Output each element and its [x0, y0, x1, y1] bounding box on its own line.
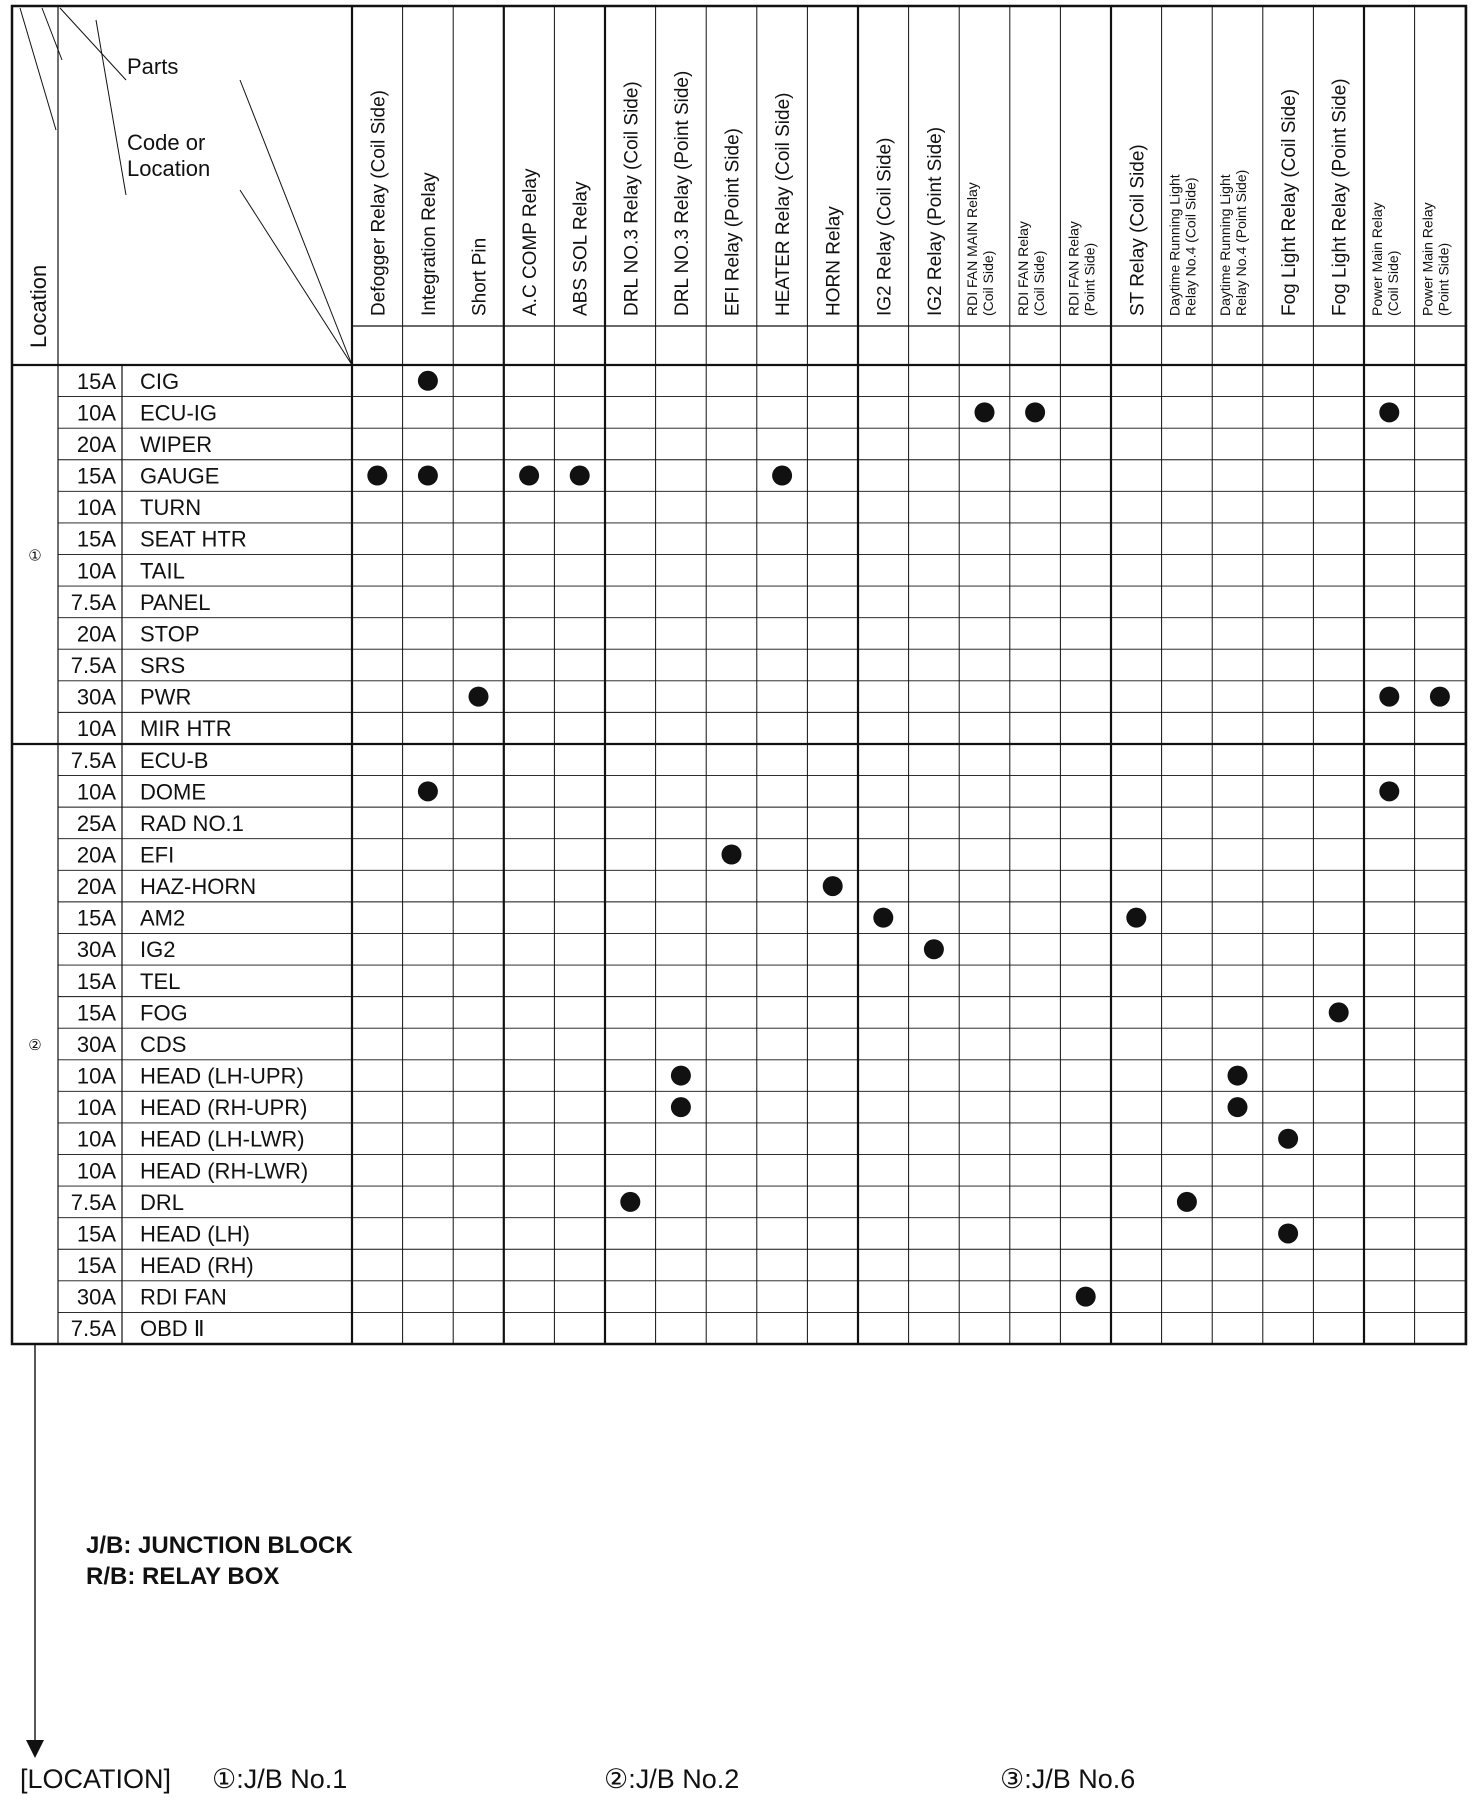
column-header-label: HORN Relay — [823, 206, 845, 316]
fuse-amperage: 15A — [76, 368, 116, 394]
fuse-amperage: 10A — [76, 400, 116, 426]
fuse-amperage: 10A — [76, 716, 116, 742]
connection-dot — [1228, 1097, 1248, 1117]
corner-diagonal — [20, 8, 56, 130]
location-key-1: ①:J/B No.1 — [212, 1764, 348, 1794]
column-header-label: Fog Light Relay (Point Side) — [1329, 78, 1351, 316]
fuse-name: HEAD (RH-LWR) — [140, 1158, 309, 1184]
connection-dot — [924, 939, 944, 959]
fuse-amperage: 20A — [76, 431, 116, 457]
corner-diagonal — [96, 20, 126, 195]
fuse-amperage: 30A — [76, 937, 116, 963]
fuse-name: TAIL — [140, 558, 185, 584]
fuse-name: ECU-IG — [140, 400, 217, 426]
column-header-label: (Coil Side) — [1030, 250, 1047, 316]
group-location-mark: ① — [28, 547, 42, 565]
column-header-label: Fog Light Relay (Coil Side) — [1279, 88, 1301, 316]
parts-label: Parts — [127, 54, 179, 79]
column-header-label: (Point Side) — [1081, 242, 1098, 316]
fuse-name: TURN — [140, 495, 202, 521]
connection-dot — [1177, 1192, 1197, 1212]
connection-dot — [975, 402, 995, 422]
connection-dot — [1278, 1223, 1298, 1243]
code-label-line2: Location — [127, 156, 211, 181]
location-key-2: ②:J/B No.2 — [604, 1764, 740, 1794]
fuse-name: WIPER — [140, 431, 213, 457]
fuse-name: IG2 — [140, 937, 176, 963]
fuse-amperage: 10A — [76, 495, 116, 521]
location-header-label: Location — [26, 264, 51, 348]
group-location-mark: ② — [28, 1036, 42, 1054]
fuse-amperage: 30A — [76, 1031, 116, 1057]
column-header-label: EFI Relay (Point Side) — [722, 128, 744, 316]
fuse-name: ECU-B — [140, 747, 209, 773]
column-header-label: Daytime Running Light — [1166, 174, 1183, 316]
fuse-name: RAD NO.1 — [140, 810, 244, 836]
column-header-label: RDI FAN Relay — [1065, 221, 1082, 316]
column-header-label: Integration Relay — [418, 172, 440, 316]
column-header-label: DRL NO.3 Relay (Point Side) — [671, 70, 693, 316]
fuse-amperage: 30A — [76, 684, 116, 710]
location-key-3: ③:J/B No.6 — [1000, 1764, 1136, 1794]
connection-dot — [418, 371, 438, 391]
column-header-label: A.C COMP Relay — [520, 168, 542, 316]
fuse-name: HEAD (LH) — [140, 1221, 251, 1247]
fuse-amperage: 30A — [76, 1284, 116, 1310]
fuse-name: HAZ-HORN — [140, 874, 257, 900]
fuse-name: FOG — [140, 1000, 188, 1026]
fuse-name: GAUGE — [140, 463, 220, 489]
fuse-amperage: 15A — [76, 463, 116, 489]
corner-diagonal — [240, 190, 352, 365]
connection-dot — [1379, 781, 1399, 801]
column-header-label: Daytime Running Light — [1217, 174, 1234, 316]
fuse-name: SRS — [140, 653, 186, 679]
column-header-label: Power Main Relay — [1419, 202, 1436, 316]
connection-dot — [873, 908, 893, 928]
fuse-amperage: 15A — [76, 1000, 116, 1026]
column-header-label: IG2 Relay (Coil Side) — [874, 137, 896, 316]
fuse-name: DOME — [140, 779, 206, 805]
connection-dot — [823, 876, 843, 896]
corner-diagonal — [42, 8, 62, 60]
fuse-amperage: 15A — [76, 968, 116, 994]
corner-diagonal — [60, 8, 126, 80]
connection-dot — [570, 466, 590, 486]
column-header-label: (Coil Side) — [1385, 250, 1401, 316]
fuse-amperage: 10A — [76, 1158, 116, 1184]
column-header-label: DRL NO.3 Relay (Coil Side) — [621, 81, 643, 316]
fuse-name: HEAD (RH) — [140, 1253, 254, 1279]
fuse-amperage: 10A — [76, 558, 116, 584]
fuse-name: SEAT HTR — [140, 526, 247, 552]
fuse-amperage: 7.5A — [70, 653, 116, 679]
column-header-label: IG2 Relay (Point Side) — [924, 126, 946, 316]
connection-dot — [519, 466, 539, 486]
fuse-name: CDS — [140, 1031, 187, 1057]
connection-dot — [1025, 402, 1045, 422]
column-header-label: ABS SOL Relay — [570, 181, 592, 316]
column-headers — [368, 71, 1451, 316]
connection-dot — [418, 781, 438, 801]
corner-header — [20, 8, 352, 365]
fuse-name: RDI FAN — [140, 1284, 227, 1310]
legend-jb: J/B: JUNCTION BLOCK — [86, 1532, 353, 1559]
connection-dot — [418, 466, 438, 486]
fuse-amperage: 15A — [76, 1253, 116, 1279]
legend-rb: R/B: RELAY BOX — [86, 1563, 280, 1590]
column-header-label: RDI FAN Relay — [1014, 221, 1031, 316]
connection-dot — [1379, 402, 1399, 422]
connection-dot — [469, 687, 489, 707]
fuse-amperage: 7.5A — [70, 1189, 116, 1215]
fuse-name: HEAD (RH-UPR) — [140, 1095, 308, 1121]
fuse-name: HEAD (LH-LWR) — [140, 1126, 305, 1152]
connection-dot — [620, 1192, 640, 1212]
fuse-amperage: 20A — [76, 621, 116, 647]
abbreviation-legend — [86, 1530, 353, 1592]
column-header-label: Power Main Relay — [1369, 202, 1385, 316]
column-header-label: Defogger Relay (Coil Side) — [368, 90, 390, 316]
fuse-name: EFI — [140, 842, 175, 868]
fuse-name: AM2 — [140, 905, 186, 931]
connection-dot — [1278, 1129, 1298, 1149]
fuse-name: DRL — [140, 1189, 185, 1215]
column-header-label: ST Relay (Coil Side) — [1127, 144, 1149, 316]
fuse-amperage: 7.5A — [70, 589, 116, 615]
column-header-label: (Point Side) — [1435, 242, 1452, 316]
fuse-name: TEL — [140, 968, 181, 994]
connection-dot — [1126, 908, 1146, 928]
fuse-name: HEAD (LH-UPR) — [140, 1063, 304, 1089]
corner-diagonal — [240, 80, 352, 365]
column-header-label: RDI FAN MAIN Relay — [964, 182, 981, 316]
column-header-label: Short Pin — [469, 237, 491, 316]
connection-dot — [1329, 1002, 1349, 1022]
fuse-name: PWR — [140, 684, 192, 710]
column-header-label: Relay No.4 (Coil Side) — [1182, 177, 1199, 316]
column-header-label: Relay No.4 (Point Side) — [1233, 169, 1250, 316]
connection-dot — [722, 845, 742, 865]
fuse-amperage: 7.5A — [70, 747, 116, 773]
fuse-amperage: 25A — [76, 810, 116, 836]
fuse-name: PANEL — [140, 589, 211, 615]
connection-dot — [671, 1097, 691, 1117]
fuse-name: OBD Ⅱ — [140, 1316, 205, 1342]
connection-dot — [1430, 687, 1450, 707]
connection-dot — [367, 466, 387, 486]
arrow-head — [26, 1740, 44, 1758]
fuse-amperage: 15A — [76, 526, 116, 552]
connection-dot — [772, 466, 792, 486]
location-arrow — [26, 1344, 44, 1758]
connection-dot — [1379, 687, 1399, 707]
fuse-name: CIG — [140, 368, 180, 394]
column-header-label: (Coil Side) — [980, 250, 997, 316]
fuse-amperage: 10A — [76, 1063, 116, 1089]
column-header-label: HEATER Relay (Coil Side) — [773, 92, 795, 316]
connection-dot — [1076, 1287, 1096, 1307]
row-labels — [28, 369, 308, 1341]
fuse-amperage: 15A — [76, 1221, 116, 1247]
fuse-name: MIR HTR — [140, 716, 232, 742]
location-key-label: [LOCATION] — [20, 1764, 172, 1794]
fuse-amperage: 10A — [76, 779, 116, 805]
connection-dot — [1228, 1066, 1248, 1086]
fuse-amperage: 20A — [76, 874, 116, 900]
fuse-amperage: 10A — [76, 1095, 116, 1121]
fuse-amperage: 7.5A — [70, 1316, 116, 1342]
fuse-amperage: 20A — [76, 842, 116, 868]
fuse-amperage: 15A — [76, 905, 116, 931]
fuse-amperage: 10A — [76, 1126, 116, 1152]
connection-dot — [671, 1066, 691, 1086]
code-label-line1: Code or — [127, 130, 206, 155]
fuse-name: STOP — [140, 621, 200, 647]
